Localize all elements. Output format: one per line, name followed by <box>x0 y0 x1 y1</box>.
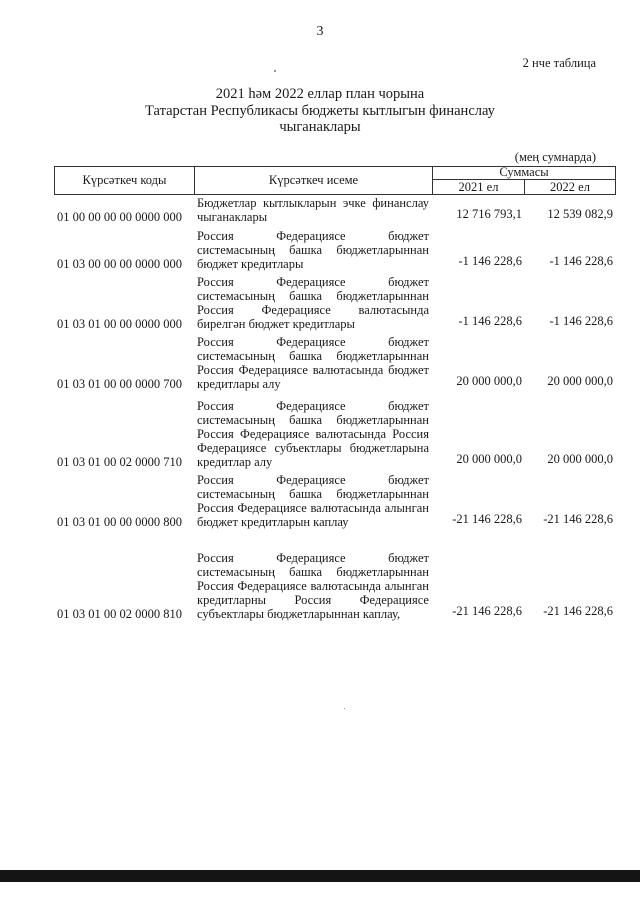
row-value-2022: 12 539 082,9 <box>547 207 613 221</box>
header-amounts: Суммасы <box>499 165 549 179</box>
title-line-2: Татарстан Республикасы бюджеты кытлыгын финанслау <box>145 102 495 119</box>
scan-speck <box>344 708 345 709</box>
row-code: 01 03 01 00 02 0000 810 <box>57 607 182 621</box>
title-line-1: 2021 һәм 2022 еллар план чорына <box>215 86 425 102</box>
row-code: 01 03 00 00 00 0000 000 <box>57 257 182 271</box>
row-value-2021: -21 146 228,6 <box>452 512 522 526</box>
row-code: 01 03 01 00 00 0000 700 <box>57 377 182 391</box>
table-row <box>54 273 616 331</box>
scan-edge-bar <box>0 870 640 882</box>
table-row <box>54 333 616 391</box>
row-name: Россия Федерациясе бюджет системасының башка бюджетларыннан Россия Федерациясе валютасында алынган кредитларны Россия Федерациясе субъектлары бюджетларыннан каплау, <box>197 551 429 621</box>
row-code: 01 03 01 00 00 0000 000 <box>57 317 182 331</box>
row-name: Россия Федерациясе бюджет системасының башка бюджетларыннан Россия Федерациясе валютасында бюджет кредитлары алу <box>197 335 429 391</box>
table-row <box>54 394 616 469</box>
table-row <box>54 226 616 271</box>
row-name: Бюджетлар кытлыкларын эчке финанслау чыганаклары <box>197 196 429 224</box>
row-name: Россия Федерациясе бюджет системасының башка бюджетларыннан бюджет кредитлары <box>197 229 429 271</box>
row-value-2021: 20 000 000,0 <box>456 452 522 466</box>
row-name: Россия Федерациясе бюджет системасының башка бюджетларыннан Россия Федерациясе валютасында бирелгән бюджет кредитлары <box>197 275 429 331</box>
row-value-2022: 20 000 000,0 <box>547 452 613 466</box>
title-line-3: чыганаклары <box>279 119 361 135</box>
scan-speck <box>274 70 276 72</box>
document-title <box>0 86 640 136</box>
row-value-2022: 20 000 000,0 <box>547 374 613 388</box>
row-value-2021: -1 146 228,6 <box>458 314 522 328</box>
table-row <box>54 531 616 621</box>
row-value-2022: -1 146 228,6 <box>549 254 613 268</box>
row-value-2021: -1 146 228,6 <box>458 254 522 268</box>
row-value-2022: -21 146 228,6 <box>543 512 613 526</box>
header-name: Күрсәткеч исеме <box>268 173 359 187</box>
row-code: 01 03 01 00 00 0000 800 <box>57 515 182 529</box>
header-right-border <box>615 166 616 195</box>
header-year-2022: 2022 ел <box>550 180 590 194</box>
row-value-2021: -21 146 228,6 <box>452 604 522 618</box>
units-note: (мең сумнарда) <box>514 150 596 164</box>
header-code: Күрсәткеч коды <box>82 173 167 187</box>
table-label: 2 нче таблица <box>522 56 596 70</box>
header-year-2021: 2021 ел <box>458 180 499 194</box>
row-value-2022: -1 146 228,6 <box>549 314 613 328</box>
row-value-2021: 20 000 000,0 <box>456 374 522 388</box>
table-row <box>54 194 616 224</box>
page-number: 3 <box>316 24 324 39</box>
row-code: 01 00 00 00 00 0000 000 <box>57 210 182 224</box>
row-value-2021: 12 716 793,1 <box>456 207 522 221</box>
row-name: Россия Федерациясе бюджет системасының башка бюджетларыннан Россия Федерациясе валютасында Россия Федерациясе субъектлары бюджетларына кредитлар алу <box>197 399 429 469</box>
row-code: 01 03 01 00 02 0000 710 <box>57 455 182 469</box>
row-value-2022: -21 146 228,6 <box>543 604 613 618</box>
table-row <box>54 471 616 529</box>
row-name: Россия Федерациясе бюджет системасының башка бюджетларыннан Россия Федерациясе валютасында алынган бюджет кредитларын каплау <box>197 473 429 529</box>
